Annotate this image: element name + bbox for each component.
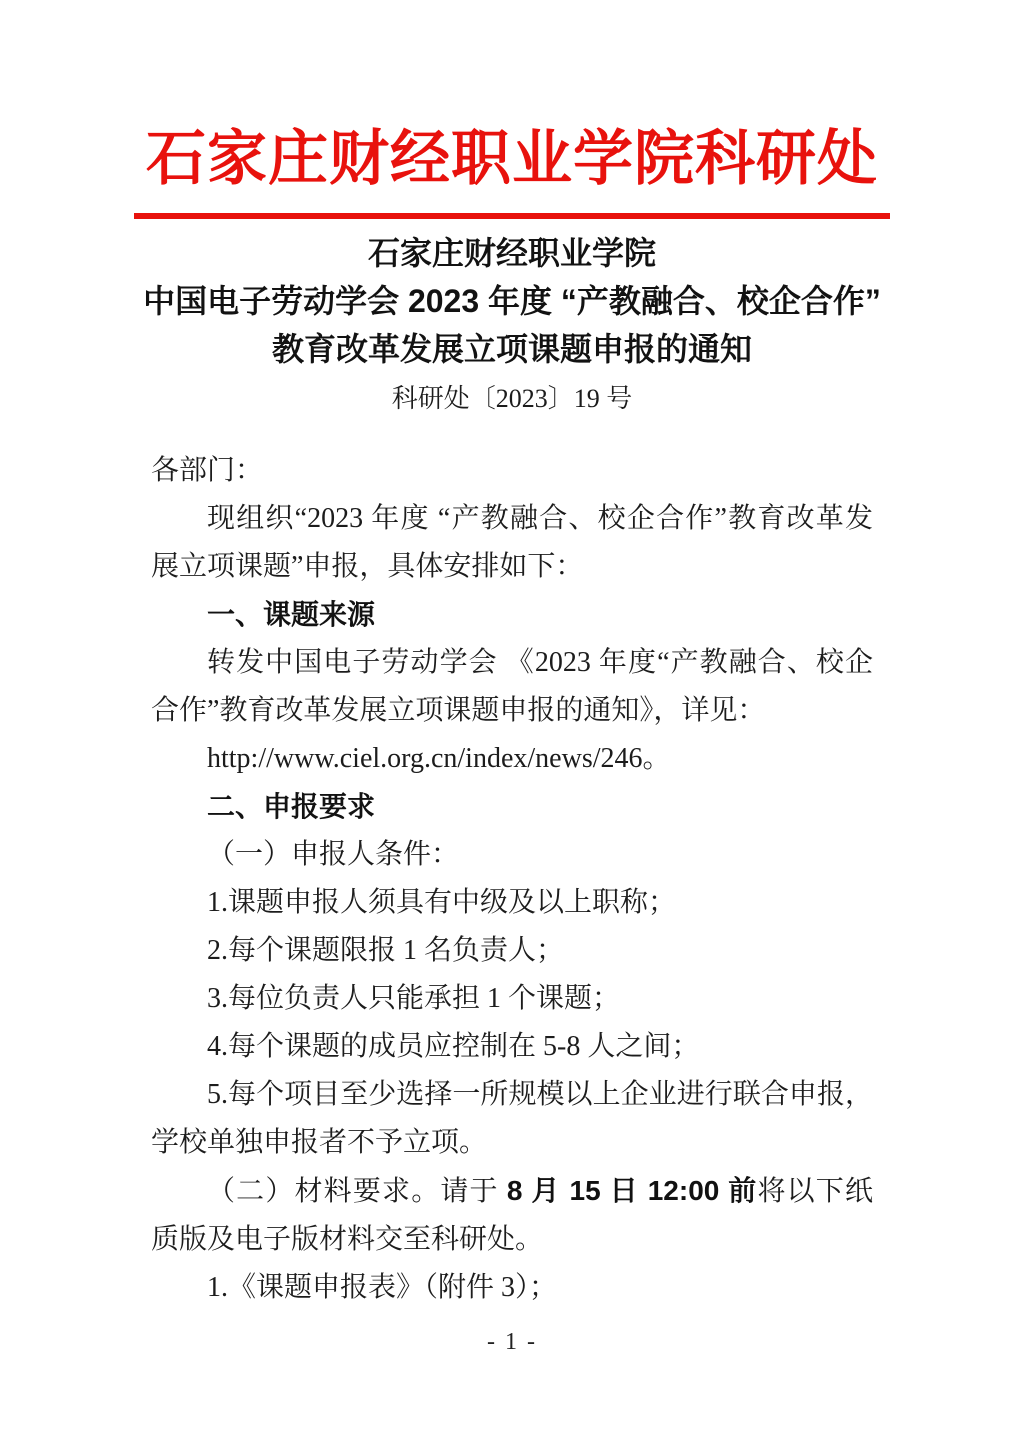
paragraph: 现组织“2023 年度 “产教融合、校企合作”教育改革发展立项课题”申报，具体安排如下： [151, 503, 873, 582]
doc-title-line-1: 石家庄财经职业学院 [367, 235, 656, 271]
paragraph: 转发中国电子劳动学会 《2023 年度“产教融合、校企合作”教育改革发展立项课题申报的通知》，详见： [151, 647, 873, 726]
text-segment: （二）材料要求。请于 [207, 1176, 507, 1207]
section-heading: 二、申报要求 [207, 791, 376, 822]
letterhead-divider [134, 213, 890, 219]
doc-body [151, 447, 873, 1312]
salutation: 各部门： [151, 455, 264, 486]
doc-title [0, 229, 1024, 373]
paragraph [151, 1167, 873, 1264]
paragraph: （一）申报人条件： [207, 839, 460, 870]
paragraph: 5.每个项目至少选择一所规模以上企业进行联合申报，学校单独申报者不予立项。 [151, 1079, 873, 1158]
letterhead-title: 石家庄财经职业学院科研处 [146, 125, 878, 192]
body-blocks [151, 495, 873, 1312]
section-heading: 一、课题来源 [207, 599, 376, 630]
doc-title-line-3: 教育改革发展立项课题申报的通知 [271, 331, 752, 367]
page-number: - 1 - [487, 1329, 537, 1355]
paragraph: 3.每位负责人只能承担 1 个课题； [207, 983, 621, 1014]
paragraph: 1.《课题申报表》（附件 3）； [207, 1272, 558, 1303]
doc-title-line-2: 中国电子劳动学会 2023 年度 “产教融合、校企合作” [143, 283, 881, 319]
paragraph: 2.每个课题限报 1 名负责人； [207, 935, 565, 966]
deadline-emphasis: 8 月 15 日 12:00 前 [506, 1175, 758, 1206]
doc-number: 科研处〔2023〕19 号 [391, 384, 633, 413]
paragraph: 1.课题申报人须具有中级及以上职称； [207, 887, 677, 918]
paragraph: http://www.ciel.org.cn/index/news/246。 [207, 743, 671, 774]
text-segment: 将以下纸质版及电子版材料交至科研处。 [151, 1176, 873, 1255]
paragraph: 4.每个课题的成员应控制在 5-8 人之间； [207, 1031, 700, 1062]
